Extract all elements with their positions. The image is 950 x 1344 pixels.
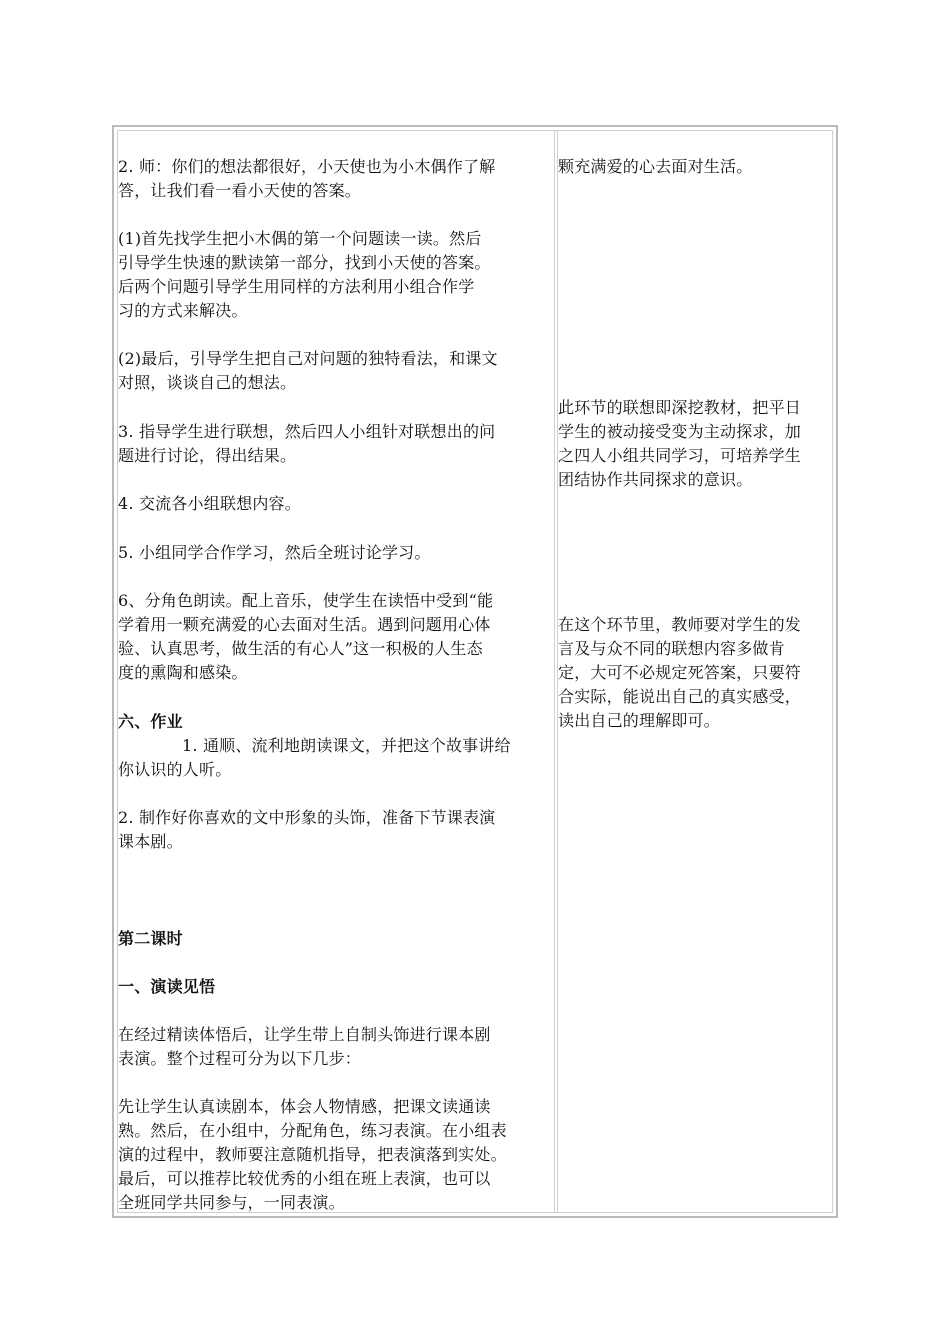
paragraph-line: 4. 交流各小组联想内容。 [118, 494, 301, 513]
comment-line: 团结协作共同探求的意识。 [558, 470, 753, 489]
paragraph-line: 最后，可以推荐比较优秀的小组在班上表演，也可以 [118, 1169, 491, 1188]
comment-line: 此环节的联想即深挖教材，把平日 [558, 398, 802, 417]
paragraph-line: 度的熏陶和感染。 [118, 663, 248, 682]
paragraph-line: 引导学生快速的默读第一部分，找到小天使的答案。 [118, 253, 491, 272]
comment-line: 合实际，能说出自己的真实感受， [558, 687, 802, 706]
section-heading: 六、作业 [118, 712, 183, 731]
comment-line: 在这个环节里，教师要对学生的发 [558, 615, 802, 634]
paragraph-line: 全班同学共同参与，一同表演。 [118, 1193, 345, 1212]
left-column [118, 131, 555, 1212]
paragraph-line: 熟。然后，在小组中，分配角色，练习表演。在小组表 [118, 1121, 507, 1140]
paragraph-line: 你认识的人听。 [118, 760, 232, 779]
paragraph-line: 在经过精读体悟后，让学生带上自制头饰进行课本剧 [118, 1025, 491, 1044]
paragraph-line: 后两个问题引导学生用同样的方法利用小组合作学 [118, 277, 475, 296]
right-column [557, 131, 832, 1212]
comment-line: 定，大可不必规定死答案，只要符 [558, 663, 802, 682]
paragraph-line: 2. 师：你们的想法都很好，小天使也为小木偶作了解 [118, 157, 496, 176]
paragraph-line: 对照，谈谈自己的想法。 [118, 373, 297, 392]
comment-line: 言及与众不同的联想内容多做肯 [558, 639, 785, 658]
paragraph-line: 验、认真思考，做生活的有心人”这一积极的人生态 [118, 639, 483, 658]
paragraph-line: 演的过程中，教师要注意随机指导，把表演落到实处。 [118, 1145, 507, 1164]
comment-line: 学生的被动接受变为主动探求，加 [558, 422, 802, 441]
paragraph-line: 2. 制作好你喜欢的文中形象的头饰，准备下节课表演 [118, 808, 496, 827]
paragraph-line: 6、分角色朗读。配上音乐，使学生在读悟中受到“能 [118, 591, 494, 610]
paragraph-line: 学着用一颗充满爱的心去面对生活。遇到问题用心体 [118, 615, 491, 634]
paragraph-line: 表演。整个过程可分为以下几步： [118, 1049, 362, 1068]
paragraph-line: 1. 通顺、流利地朗读课文，并把这个故事讲给 [182, 736, 511, 755]
paragraph-line: 3. 指导学生进行联想，然后四人小组针对联想出的问 [118, 422, 496, 441]
comment-line: 读出自己的理解即可。 [558, 711, 721, 730]
paragraph-line: (2)最后，引导学生把自己对问题的独特看法，和课文 [118, 349, 498, 368]
lesson-table [112, 125, 838, 1218]
comment-line: 颗充满爱的心去面对生活。 [558, 157, 753, 176]
section-heading: 一、演读见悟 [118, 977, 216, 996]
paragraph-line: 先让学生认真读剧本，体会人物情感，把课文读通读 [118, 1097, 491, 1116]
paragraph-line: (1)首先找学生把小木偶的第一个问题读一读。然后 [118, 229, 482, 248]
paragraph-line: 课本剧。 [118, 832, 183, 851]
comment-line: 之四人小组共同学习，可培养学生 [558, 446, 802, 465]
paragraph-line: 题进行讨论，得出结果。 [118, 446, 297, 465]
paragraph-line: 5. 小组同学合作学习，然后全班讨论学习。 [118, 543, 431, 562]
paragraph-line: 习的方式来解决。 [118, 301, 248, 320]
paragraph-line: 答，让我们看一看小天使的答案。 [118, 181, 362, 200]
section-heading: 第二课时 [118, 929, 183, 948]
table-inner-border [117, 130, 833, 1213]
